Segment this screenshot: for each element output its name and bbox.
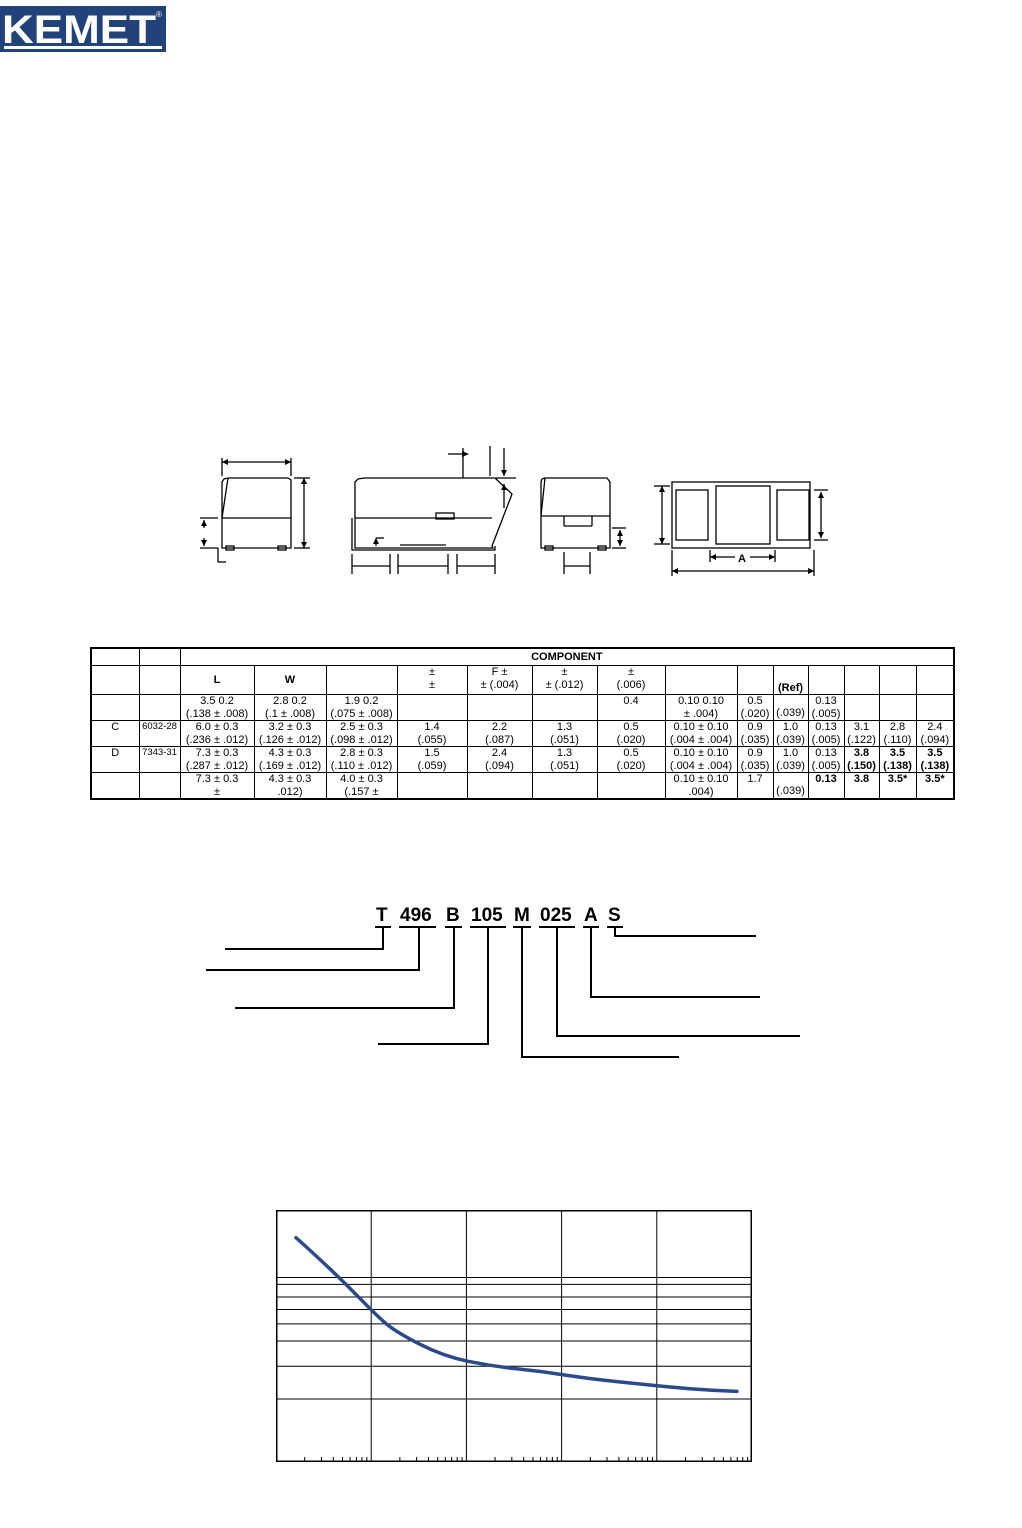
cell-mm: 4.3 ± 0.3	[268, 747, 312, 759]
table-cell	[844, 747, 879, 773]
side-view-drawing	[352, 446, 516, 574]
table-cell	[808, 773, 844, 800]
table-cell	[254, 773, 326, 800]
cell-inch: (.138 ± .008)	[185, 707, 249, 720]
table-cell	[532, 773, 597, 800]
cell-mm: 2.4	[491, 747, 508, 759]
cell-mm: 1.9 0.2	[344, 695, 379, 707]
table-cell	[808, 721, 844, 747]
cell-mm	[599, 773, 664, 785]
col-header	[844, 666, 879, 695]
cell-mm: 0.10 ± 0.10	[673, 773, 729, 785]
cell-inch: (.094)	[485, 759, 514, 772]
component-header: COMPONENT	[180, 648, 954, 666]
table-cell	[773, 747, 808, 773]
cell-mm	[846, 695, 878, 707]
cell-mm: 4.3 ± 0.3	[268, 773, 312, 785]
cell-inch: (.005)	[811, 733, 841, 746]
dimensions-table	[90, 647, 955, 800]
cell-inch: (.094)	[920, 733, 950, 746]
cell-mm: 3.5 0.2	[200, 695, 234, 707]
cell-inch: (.005)	[811, 707, 841, 720]
table-cell	[773, 695, 808, 721]
cell-inch: (.004 ± .004)	[669, 759, 733, 772]
pn-segment-failure-rate: A	[584, 905, 598, 926]
table-cell	[665, 773, 737, 800]
col-header-l: L	[180, 666, 254, 695]
cell-inch: (.039)	[776, 759, 805, 772]
cell-mm: 2.4	[927, 721, 943, 733]
table-cell	[844, 773, 879, 800]
cell-inch: ± .004)	[683, 707, 719, 720]
table-cell	[532, 695, 597, 721]
cell-mm: 0.10 0.10	[678, 695, 724, 707]
cell-mm	[881, 695, 915, 707]
cell-inch	[881, 707, 915, 719]
table-cell	[397, 695, 467, 721]
case-code: C	[91, 721, 139, 747]
col-header	[879, 666, 916, 695]
cell-inch: (.020)	[616, 733, 646, 746]
header-eia	[139, 648, 180, 666]
cell-mm: 0.5	[623, 747, 639, 759]
leader-line	[206, 969, 420, 971]
cell-inch	[534, 785, 596, 797]
cell-mm: 4.0 ± 0.3	[340, 773, 383, 785]
table-cell	[737, 695, 773, 721]
table-cell	[532, 721, 597, 747]
eia-code: 7343-31	[139, 747, 180, 773]
cell-mm	[775, 695, 807, 707]
cell-inch	[534, 707, 596, 719]
col-header	[737, 666, 773, 695]
eia-code	[139, 773, 180, 800]
cell-inch: (.039)	[776, 785, 805, 797]
cell-mm	[918, 695, 953, 707]
table-cell	[397, 747, 467, 773]
table-cell	[597, 747, 665, 773]
table-cell	[326, 773, 397, 800]
cell-inch: (.126 ± .012)	[258, 733, 322, 746]
table-cell	[844, 695, 879, 721]
table-cell	[597, 695, 665, 721]
table-cell	[532, 747, 597, 773]
cell-inch: (.287 ± .012)	[185, 759, 249, 772]
col-header-ref: (Ref)	[773, 666, 808, 695]
cell-inch	[469, 707, 531, 719]
table-cell	[808, 747, 844, 773]
table-cell	[254, 695, 326, 721]
cell-inch: (.035)	[740, 759, 770, 772]
table-cell	[665, 747, 737, 773]
cell-inch: (.020)	[740, 707, 770, 720]
cell-mm: 1.7	[747, 773, 763, 785]
cell-mm: 6.0 ± 0.3	[195, 721, 239, 733]
table-cell	[879, 721, 916, 747]
cell-mm: 0.9	[747, 721, 763, 733]
cell-inch: (.138)	[883, 759, 912, 772]
cell-inch: (.169 ± .012)	[258, 759, 322, 772]
pn-segment-capacitance: 105	[471, 905, 503, 926]
table-cell	[879, 773, 916, 800]
cell-inch: (.059)	[417, 759, 447, 772]
table-cell	[254, 747, 326, 773]
cell-inch: (.035)	[740, 733, 770, 746]
table-cell	[467, 695, 532, 721]
cell-inch	[846, 707, 878, 719]
table-cell	[916, 721, 954, 747]
cell-mm	[469, 695, 531, 707]
table-cell	[326, 695, 397, 721]
header-case	[91, 648, 139, 666]
cell-mm: 0.4	[623, 695, 639, 707]
table-row	[91, 695, 954, 721]
cell-mm	[399, 695, 466, 707]
cell-mm: 3.8	[853, 747, 870, 759]
col-header-w: W	[254, 666, 326, 695]
cell-inch: (.098 ± .012)	[330, 733, 393, 746]
cell-mm: 0.13	[815, 695, 837, 707]
cell-mm: 2.2	[491, 721, 508, 733]
cell-inch: (.005)	[811, 759, 841, 772]
cell-inch: (.075 ± .008)	[330, 707, 393, 720]
table-cell	[665, 721, 737, 747]
cell-inch	[599, 785, 664, 797]
cell-inch: .012)	[277, 785, 303, 798]
cell-inch: (.122)	[847, 733, 876, 746]
table-cell	[326, 747, 397, 773]
cell-mm: 2.8 ± 0.3	[340, 747, 383, 759]
cell-mm: 3.5	[927, 747, 943, 759]
cell-mm: 1.4	[424, 721, 440, 733]
case-code	[91, 695, 139, 721]
cell-mm: 1.3	[556, 747, 573, 759]
cell-inch	[846, 786, 878, 798]
cell-mm: 3.5*	[887, 773, 908, 785]
table-cell	[808, 695, 844, 721]
dim-label-a: A	[738, 553, 746, 565]
cell-inch: (.110)	[883, 733, 912, 746]
cell-inch	[399, 785, 466, 797]
table-cell	[773, 721, 808, 747]
table-cell	[665, 695, 737, 721]
col-header	[665, 666, 737, 695]
table-cell	[180, 747, 254, 773]
end-view-2-drawing	[541, 478, 626, 574]
col-header: ± ±	[397, 666, 467, 695]
table-row	[91, 747, 954, 773]
table-cell	[737, 773, 773, 800]
pn-segment-capacitor: T	[376, 905, 388, 926]
pn-segment-case: B	[446, 905, 460, 926]
leader-line	[556, 1035, 800, 1037]
cell-mm: 1.0	[782, 721, 799, 733]
cell-inch: (.110 ± .012)	[330, 759, 393, 772]
cell-mm: 2.8	[889, 721, 906, 733]
cell-inch	[881, 786, 915, 798]
cell-mm: 3.5	[889, 747, 906, 759]
cell-mm: 0.9	[747, 747, 763, 759]
cell-mm: 0.10 ± 0.10	[673, 747, 729, 759]
col-header: ± (.006)	[597, 666, 665, 695]
cell-mm: 1.3	[556, 721, 573, 733]
cell-inch	[469, 785, 531, 797]
cell-inch	[739, 786, 772, 798]
leader-line	[614, 935, 756, 937]
table-cell	[879, 695, 916, 721]
cell-mm	[775, 773, 807, 785]
cell-mm: 7.3 ± 0.3	[195, 773, 239, 785]
end-view-drawing	[200, 458, 310, 562]
leader-line	[521, 1056, 679, 1058]
cell-mm	[469, 773, 531, 785]
cell-mm: 3.8	[853, 773, 870, 785]
table-cell	[180, 773, 254, 800]
cell-mm: 0.5	[747, 695, 763, 707]
col-header	[91, 666, 139, 695]
outline-drawings	[180, 438, 860, 588]
cell-inch: (.150)	[847, 759, 876, 772]
cell-mm: 2.8 0.2	[273, 695, 307, 707]
table-cell	[180, 695, 254, 721]
table-cell	[397, 773, 467, 800]
table-cell	[467, 773, 532, 800]
table-cell	[737, 747, 773, 773]
cell-inch	[918, 707, 953, 719]
table-cell	[467, 721, 532, 747]
cell-inch	[399, 707, 466, 719]
cell-inch: (.039)	[776, 733, 805, 746]
table-cell	[916, 773, 954, 800]
series-line	[296, 1238, 737, 1392]
table-cell	[597, 773, 665, 800]
cell-mm: 3.5*	[925, 773, 945, 785]
cell-mm: 0.10 ± 0.10	[673, 721, 729, 733]
cell-inch	[810, 786, 843, 798]
kemet-logo	[0, 6, 166, 52]
col-header: ± ± (.012)	[532, 666, 597, 695]
pn-segment-series: 496	[400, 905, 432, 926]
cell-inch: .004)	[688, 785, 714, 798]
table-cell	[773, 773, 808, 800]
eia-code	[139, 695, 180, 721]
col-header-f: F ± ± (.004)	[467, 666, 532, 695]
col-header	[916, 666, 954, 695]
cell-inch: (.039)	[776, 707, 805, 719]
col-header	[808, 666, 844, 695]
cell-inch: (.055)	[417, 733, 447, 746]
col-header	[139, 666, 180, 695]
table-cell	[467, 747, 532, 773]
cell-inch: (.020)	[616, 759, 646, 772]
cell-mm: 0.13	[815, 721, 837, 733]
pn-segment-termination: S	[608, 905, 621, 926]
pn-segment-voltage: 025	[540, 905, 572, 926]
leader-line	[590, 996, 760, 998]
cell-inch: ±	[213, 785, 221, 798]
cell-mm	[534, 695, 596, 707]
cell-inch: (.087)	[485, 733, 514, 746]
cell-mm: 1.5	[424, 747, 440, 759]
pn-segment-tolerance: M	[514, 905, 530, 926]
cell-mm: 0.5	[623, 721, 639, 733]
table-cell	[180, 721, 254, 747]
leader-line	[378, 1043, 489, 1045]
registered-mark: ®	[156, 10, 162, 19]
cell-mm: 3.1	[853, 721, 870, 733]
cell-mm: 0.13	[815, 773, 837, 785]
cell-mm: 7.3 ± 0.3	[195, 747, 239, 759]
table-cell	[879, 747, 916, 773]
table-row	[91, 721, 954, 747]
cell-inch	[918, 786, 953, 798]
cell-mm: 3.2 ± 0.3	[268, 721, 312, 733]
chart-frame	[277, 1211, 752, 1462]
table-cell	[737, 721, 773, 747]
table-cell	[597, 721, 665, 747]
cell-mm: 0.13	[815, 747, 837, 759]
leader-line	[225, 948, 384, 950]
cell-mm	[534, 773, 596, 785]
cell-inch: (.138)	[920, 759, 950, 772]
table-cell	[326, 721, 397, 747]
case-code	[91, 773, 139, 800]
cell-inch	[599, 708, 664, 720]
table-cell	[916, 747, 954, 773]
cell-mm	[399, 773, 466, 785]
leader-line	[235, 1007, 455, 1009]
cell-inch: (.051)	[550, 733, 579, 746]
table-cell	[254, 721, 326, 747]
table-cell	[844, 721, 879, 747]
cell-mm: 2.5 ± 0.3	[340, 721, 383, 733]
cell-inch: (.236 ± .012)	[185, 733, 249, 746]
table-cell	[397, 721, 467, 747]
cell-inch: (.1 ± .008)	[264, 707, 316, 720]
cell-mm: 1.0	[782, 747, 799, 759]
cell-inch: (.051)	[550, 759, 579, 772]
characteristic-chart	[276, 1210, 752, 1462]
case-code: D	[91, 747, 139, 773]
cell-inch: (.004 ± .004)	[669, 733, 733, 746]
eia-code: 6032-28	[139, 721, 180, 747]
table-row	[91, 773, 954, 800]
col-header	[326, 666, 397, 695]
cell-inch: (.157 ±	[344, 785, 379, 798]
logo-text: KEMET	[2, 8, 156, 52]
table-cell	[916, 695, 954, 721]
